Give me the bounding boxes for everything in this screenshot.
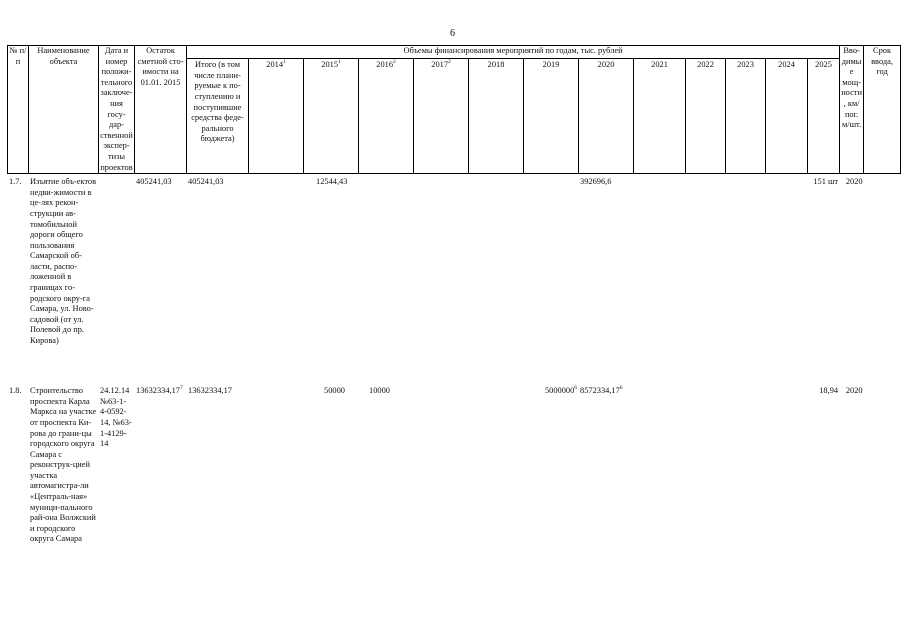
row-date: 24.12.14 №63-1-4-0592-14, №63-1-4129-14 bbox=[100, 386, 132, 449]
row-y2023 bbox=[726, 174, 766, 379]
row-y2014 bbox=[249, 174, 304, 379]
col-header-name: Наименование объекта bbox=[29, 46, 99, 174]
col-header-total: Итого (в том числе плани-руемые к по-ступлению и поступившие средства феде-рального бюджета) bbox=[187, 59, 249, 174]
row-y2019 bbox=[524, 174, 579, 379]
funding-table bbox=[7, 45, 901, 587]
row-y2022 bbox=[686, 378, 726, 587]
row-y2014 bbox=[249, 378, 304, 587]
col-header-year-2019: 2019 bbox=[524, 59, 579, 174]
table-row bbox=[8, 174, 901, 379]
row-y2020: 392696,6 bbox=[580, 177, 612, 187]
col-header-year-2014: 2014$^1$ bbox=[249, 59, 304, 174]
col-header-date: Дата и номер положи-тельного заключе-ния госу-дар-ственной экспер-тизы проектов bbox=[99, 46, 135, 174]
row-y2018 bbox=[469, 174, 524, 379]
col-header-year-2023: 2023 bbox=[726, 59, 766, 174]
col-header-year-2016: 2016$^2$ bbox=[359, 59, 414, 174]
row-num: 1.7. bbox=[9, 177, 22, 187]
row-deadline: 2020 bbox=[845, 386, 863, 396]
col-header-num: № п/п bbox=[8, 46, 29, 174]
row-y2015: 50000 bbox=[324, 386, 345, 396]
row-y2017 bbox=[414, 174, 469, 379]
col-header-year-2025: 2025 bbox=[808, 59, 840, 174]
row-date bbox=[99, 174, 135, 379]
col-header-funding-group: Объемы финансирования мероприятий по годам, тыс. рублей bbox=[187, 46, 840, 59]
row-y2023 bbox=[726, 378, 766, 587]
row-total: 405241,03 bbox=[188, 177, 224, 187]
col-header-year-2020: 2020 bbox=[579, 59, 634, 174]
row-y2022 bbox=[686, 174, 726, 379]
row-capacity: 18,94 bbox=[819, 386, 839, 396]
col-header-balance: Остаток сметной сто-имости на 01.01. 2015 bbox=[135, 46, 187, 174]
row-y2021 bbox=[634, 174, 686, 379]
col-header-year-2024: 2024 bbox=[766, 59, 808, 174]
row-num: 1.8. bbox=[9, 386, 22, 396]
row-balance: 13632334,17$^7$ bbox=[136, 385, 183, 396]
row-deadline: 2020 bbox=[845, 177, 863, 187]
row-y2015: 12544,43 bbox=[316, 177, 348, 187]
col-header-year-2018: 2018 bbox=[469, 59, 524, 174]
col-header-year-2022: 2022 bbox=[686, 59, 726, 174]
row-balance: 405241,03 bbox=[136, 177, 172, 187]
col-header-deadline: Срок ввода, год bbox=[864, 46, 901, 174]
row-y2018 bbox=[469, 378, 524, 587]
table-row bbox=[8, 378, 901, 587]
row-y2021 bbox=[634, 378, 686, 587]
row-name: Изъятие объ-ектов недви-жимости в це-лях рекон-струкции ав-томобильной дороги общего пользования Самарской об-ласти, распо-ложенной в границах го-родского окру-га Самара, ул. Ново-садовой (от ул. Полевой до пр. Кирова) bbox=[30, 177, 97, 346]
col-header-capacity: Вво-димые мощ-ности, км/ пог. м/шт. bbox=[840, 46, 864, 174]
col-header-year-2017: 2017$^2$ bbox=[414, 59, 469, 174]
row-y2016 bbox=[359, 174, 414, 379]
row-name: Строительство проспекта Карла Маркса на участке от проспекта Ки-рова до грани-цы городского округа Самара с реконструк-цией участка автомагистра-ли «Централь-ная» муници-пального рай-она Волжский и городского округа Самара bbox=[30, 386, 97, 544]
row-y2019: 5000000$^6$ bbox=[544, 385, 577, 396]
row-y2024 bbox=[766, 378, 808, 587]
row-total: 13632334,17 bbox=[188, 386, 232, 396]
row-y2024 bbox=[766, 174, 808, 379]
row-capacity: 151 шт bbox=[813, 177, 839, 187]
row-y2020: 8572334,17$^6$ bbox=[580, 385, 623, 396]
row-y2017 bbox=[414, 378, 469, 587]
col-header-year-2021: 2021 bbox=[634, 59, 686, 174]
page-number: 6 bbox=[450, 28, 455, 39]
row-y2016: 10000 bbox=[369, 386, 390, 396]
col-header-year-2015: 2015$^1$ bbox=[304, 59, 359, 174]
